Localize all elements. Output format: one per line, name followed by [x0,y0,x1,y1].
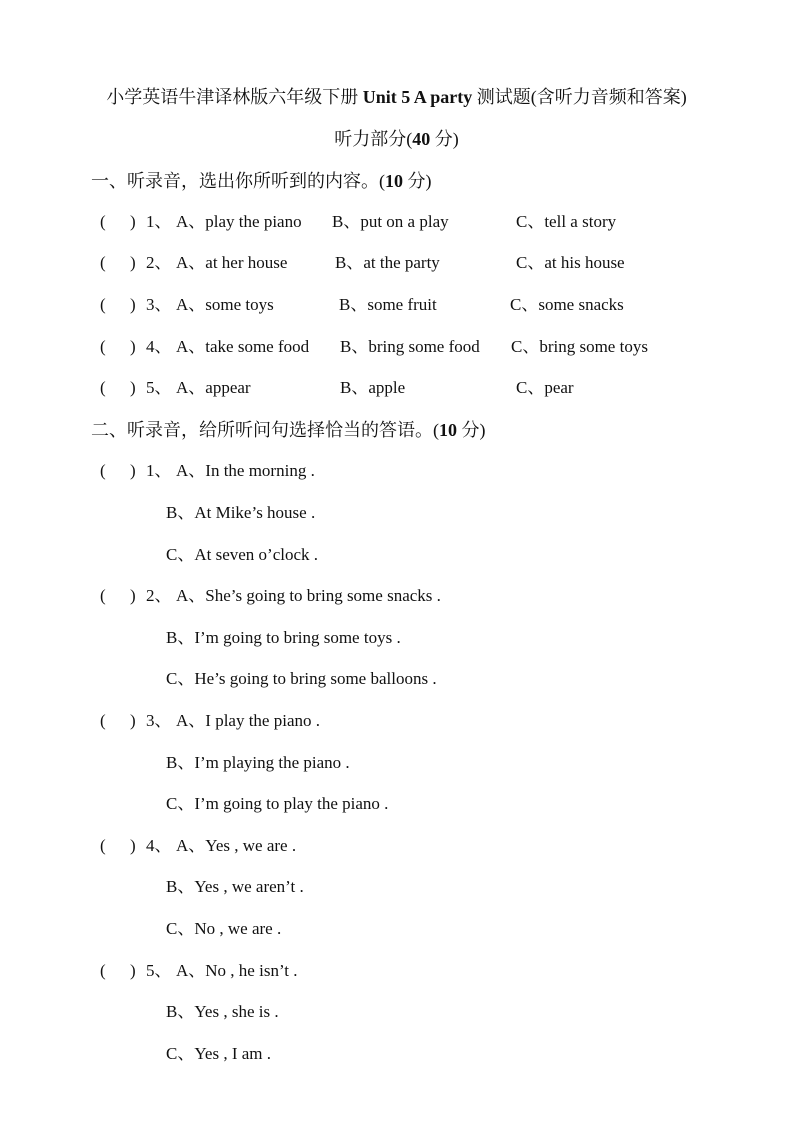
paren-open: ( [100,461,106,480]
answer-blank[interactable] [110,254,128,272]
section-1-heading-suffix: 分) [403,171,432,191]
s2-q3-option-c: C、I’m going to play the piano . [166,794,389,813]
s2-q4-option-c: C、No , we are . [166,919,282,938]
option-c: C、tell a story [516,212,617,231]
answer-blank[interactable] [110,712,128,730]
paren-close: ) [130,836,136,855]
paren-close: ) [130,461,136,480]
paren-open: ( [100,378,106,397]
answer-blank[interactable] [110,379,128,397]
question-number: 2、 [146,586,172,605]
option-b: B、at the party [335,253,440,272]
paren-open: ( [100,212,106,231]
answer-blank[interactable] [110,587,128,605]
paren-close: ) [130,295,136,314]
s2-q5-option-c: C、Yes , I am . [166,1044,272,1063]
paren-open: ( [100,711,106,730]
option-a: A、at her house [176,253,288,272]
option-a: A、take some food [176,337,310,356]
question-number: 4、 [146,836,172,855]
question-number: 4、 [146,337,172,356]
section-2-heading-suffix: 分) [457,420,486,440]
s2-q3-option-b: B、I’m playing the piano . [166,753,350,772]
paren-close: ) [130,337,136,356]
option-b: B、bring some food [340,337,480,356]
s2-q1-option-b: B、At Mike’s house . [166,503,316,522]
option-c: C、at his house [516,253,625,272]
s2-q1-option-c: C、At seven o’clock . [166,545,319,564]
question-number: 3、 [146,295,172,314]
option-a: A、Yes , we are . [176,836,297,855]
section-2-heading-text: 二、听录音，给所听问句选择恰当的答语。( [91,420,439,440]
question-number: 2、 [146,253,172,272]
question-number: 1、 [146,212,172,231]
paren-open: ( [100,337,106,356]
option-b: B、some fruit [339,295,437,314]
title-prefix: 小学英语牛津译林版六年级下册 [106,87,363,107]
option-c: C、some snacks [510,295,624,314]
answer-blank[interactable] [110,962,128,980]
subtitle-score: 40 [412,129,431,149]
section-1-heading [91,170,432,192]
option-b: B、apple [340,378,406,397]
s2-q4-option-b: B、Yes , we aren’t . [166,877,304,896]
option-a: A、appear [176,378,251,397]
paren-close: ) [130,378,136,397]
answer-blank[interactable] [110,338,128,356]
paren-open: ( [100,295,106,314]
paren-close: ) [130,961,136,980]
paren-open: ( [100,836,106,855]
subtitle-suffix: 分) [430,129,459,149]
paren-close: ) [130,212,136,231]
s2-q2-option-c: C、He’s going to bring some balloons . [166,669,437,688]
option-a: A、play the piano [176,212,302,231]
answer-blank[interactable] [110,837,128,855]
section-1-score: 10 [385,171,403,191]
subtitle-prefix: 听力部分( [334,129,413,149]
answer-blank[interactable] [110,213,128,231]
section-2-heading [91,419,486,441]
title-unit: Unit 5 A party [362,87,473,107]
answer-blank[interactable] [110,296,128,314]
question-number: 5、 [146,378,172,397]
paren-open: ( [100,586,106,605]
s2-q2-option-b: B、I’m going to bring some toys . [166,628,401,647]
option-a: A、In the morning . [176,461,315,480]
paren-close: ) [130,586,136,605]
s2-q5-option-b: B、Yes , she is . [166,1002,279,1021]
section-2-score: 10 [439,420,457,440]
listening-part-heading [0,128,793,150]
paren-open: ( [100,253,106,272]
paren-open: ( [100,961,106,980]
option-b: B、put on a play [332,212,449,231]
option-c: C、bring some toys [511,337,648,356]
option-a: A、some toys [176,295,274,314]
paren-close: ) [130,711,136,730]
answer-blank[interactable] [110,462,128,480]
section-1-heading-text: 一、听录音，选出你所听到的内容。( [91,171,385,191]
document-title [0,86,793,108]
paren-close: ) [130,253,136,272]
title-suffix: 测试题(含听力音频和答案) [472,87,687,107]
option-a: A、No , he isn’t . [176,961,298,980]
question-number: 1、 [146,461,172,480]
question-number: 5、 [146,961,172,980]
option-c: C、pear [516,378,574,397]
option-a: A、I play the piano . [176,711,320,730]
question-number: 3、 [146,711,172,730]
option-a: A、She’s going to bring some snacks . [176,586,441,605]
